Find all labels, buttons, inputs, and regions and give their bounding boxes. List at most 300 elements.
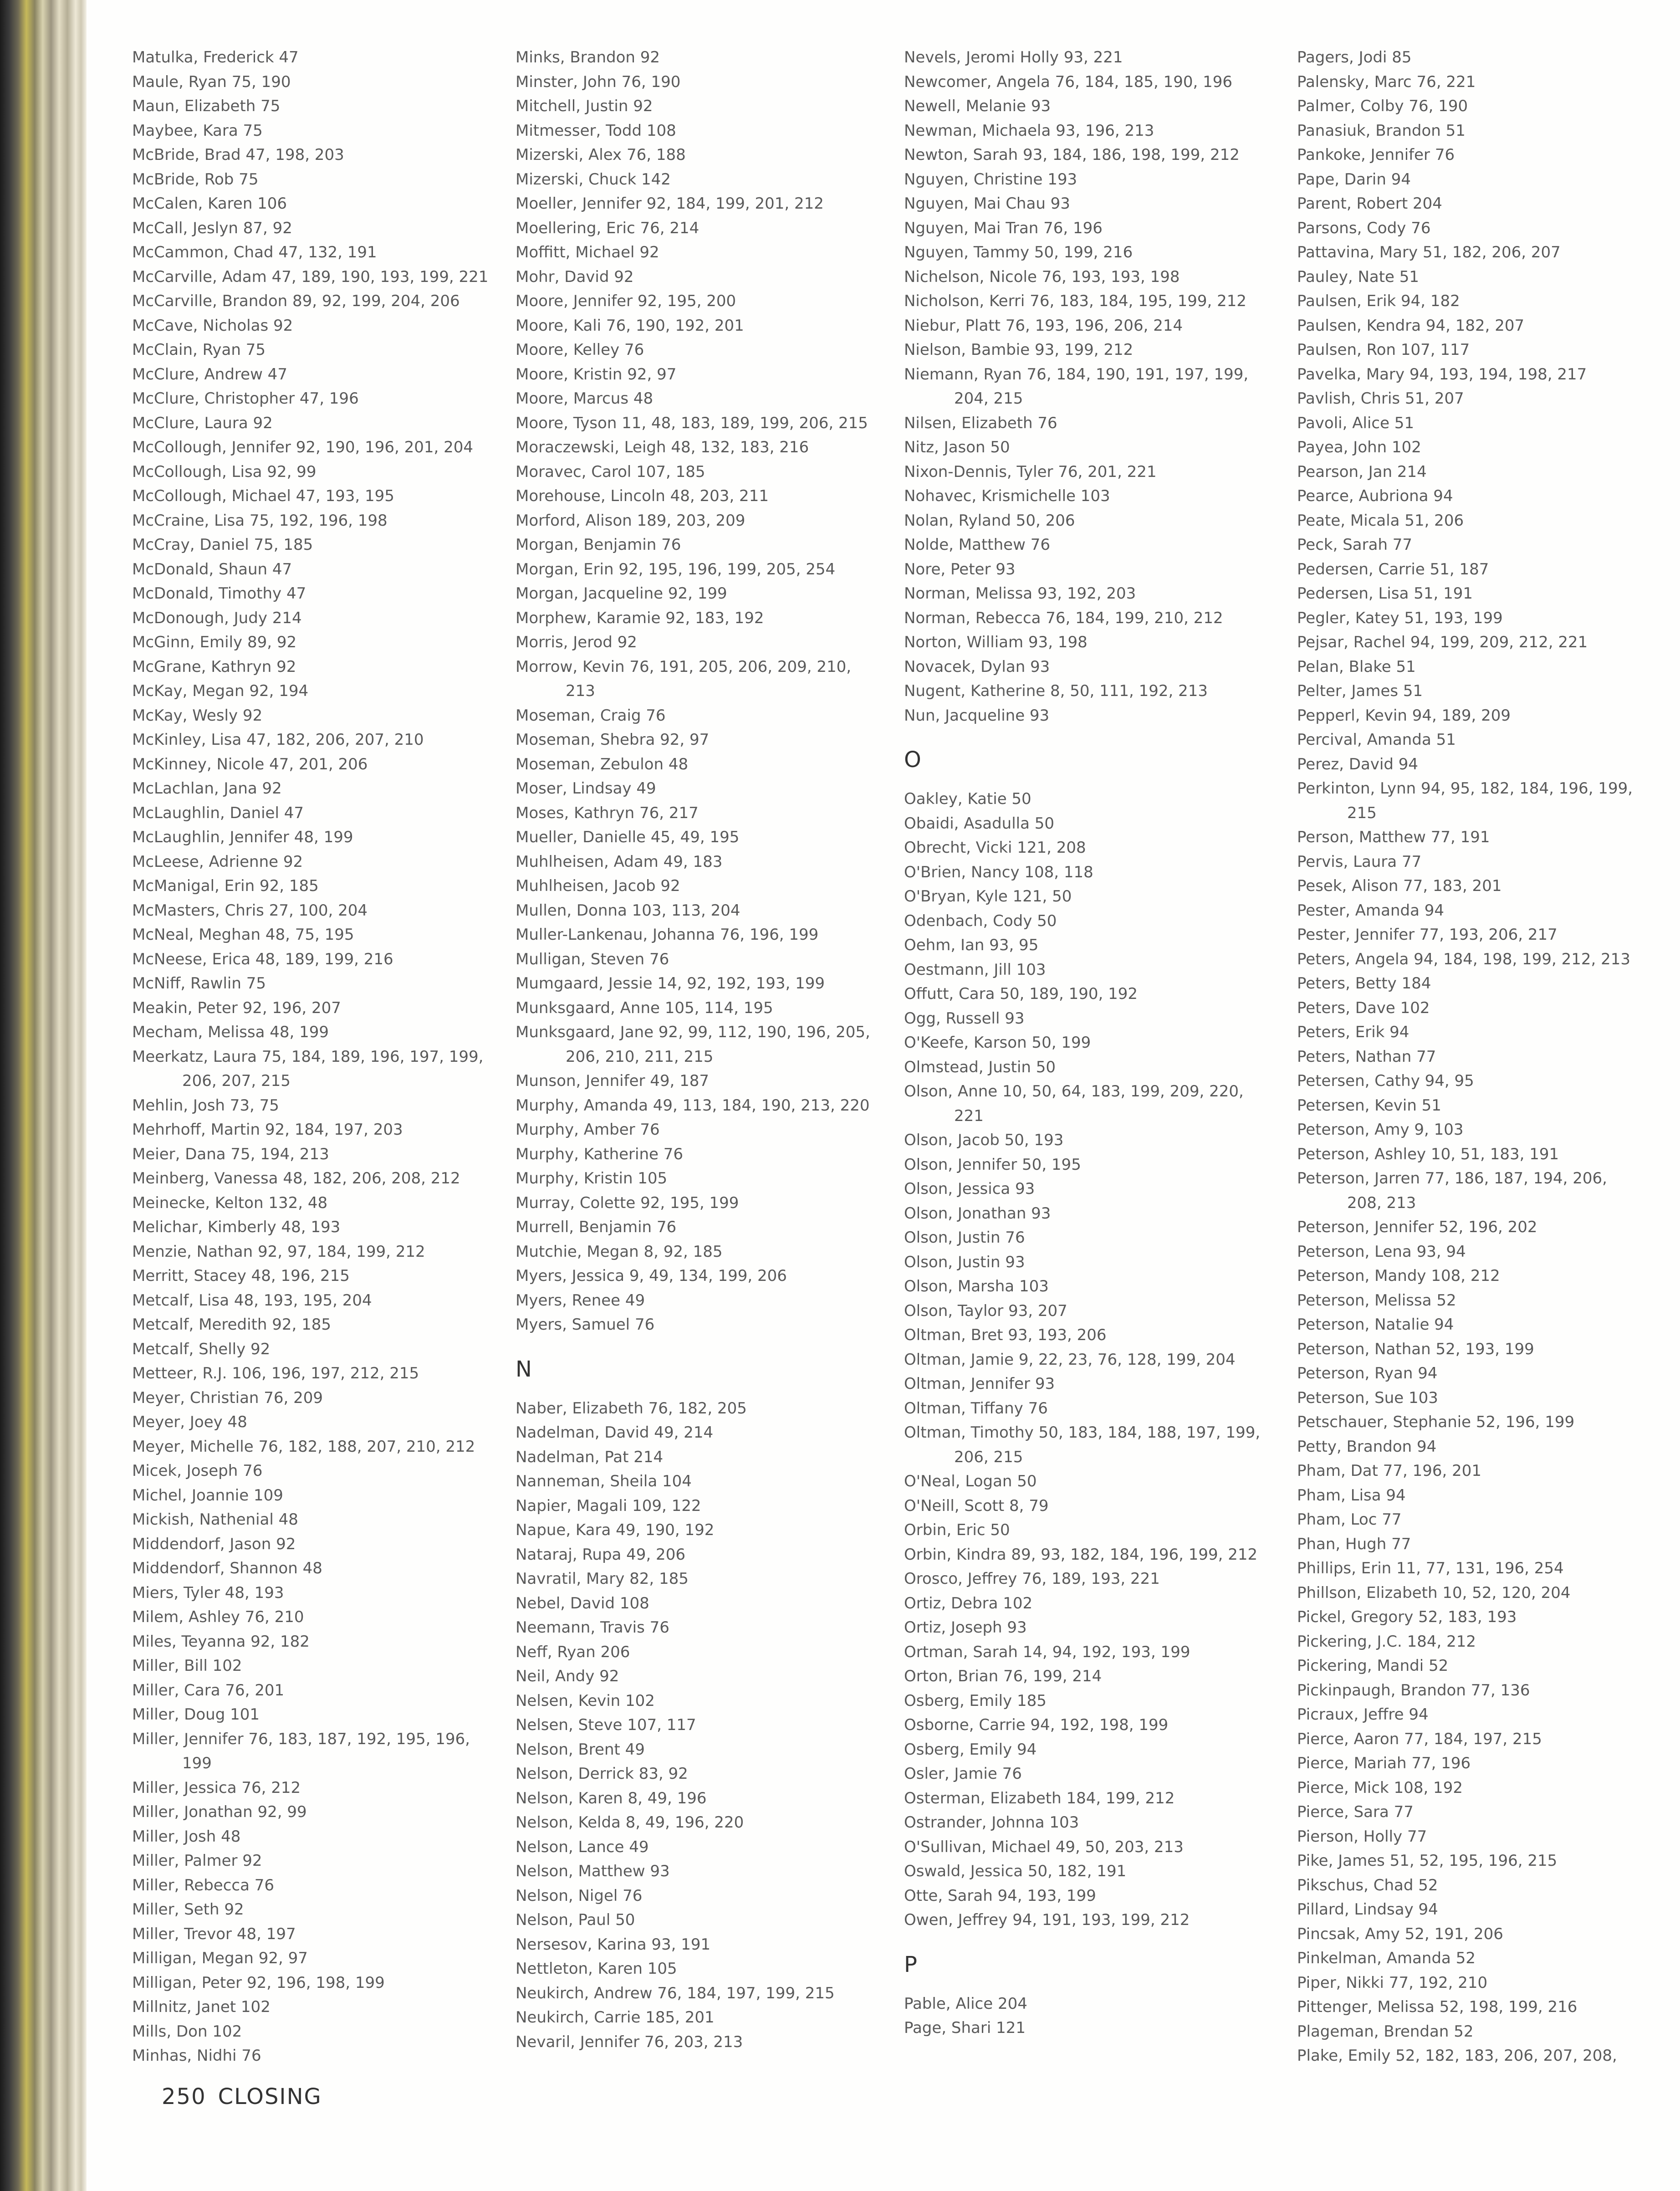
index-entry: Munksgaard, Anne 105, 114, 195 (516, 998, 773, 1017)
index-entry: Micek, Joseph 76 (132, 1462, 263, 1480)
index-entry: Olson, Jessica 93 (904, 1180, 1035, 1198)
index-entry: Pervis, Laura 77 (1297, 852, 1422, 871)
index-entry: Nelsen, Kevin 102 (516, 1691, 655, 1710)
index-entry: Peterson, Sue 103 (1297, 1388, 1438, 1407)
index-entry: Moraczewski, Leigh 48, 132, 183, 216 (516, 438, 809, 456)
index-entry-continuation: 199 (182, 1754, 212, 1772)
index-entry: Nelson, Matthew 93 (516, 1862, 670, 1880)
index-entry: Nelson, Kelda 8, 49, 196, 220 (516, 1813, 744, 1832)
index-entry: McLaughlin, Daniel 47 (132, 804, 304, 822)
index-entry: Pelter, James 51 (1297, 682, 1423, 700)
index-entry: Petersen, Kevin 51 (1297, 1096, 1441, 1115)
index-column-2 (516, 46, 870, 2054)
index-entry: Parent, Robert 204 (1297, 195, 1442, 213)
index-entry: Moore, Kelley 76 (516, 341, 644, 359)
index-entry: Oltman, Bret 93, 193, 206 (904, 1326, 1107, 1344)
index-entry: Miller, Cara 76, 201 (132, 1681, 285, 1700)
index-entry: Mitchell, Justin 92 (516, 97, 653, 115)
index-entry: McLachlan, Jana 92 (132, 779, 282, 798)
index-entry: Munksgaard, Jane 92, 99, 112, 190, 196, 205, (516, 1023, 870, 1041)
index-entry: Minster, John 76, 190 (516, 72, 681, 91)
index-entry: McBride, Rob 75 (132, 170, 259, 189)
index-entry: McLeese, Adrienne 92 (132, 852, 303, 871)
index-entry: Pierce, Mick 108, 192 (1297, 1778, 1463, 1797)
index-entry: Murphy, Amanda 49, 113, 184, 190, 213, 220 (516, 1096, 870, 1115)
index-entry: Neil, Andy 92 (516, 1667, 619, 1685)
index-entry: O'Sullivan, Michael 49, 50, 203, 213 (904, 1838, 1184, 1856)
index-entry: Parsons, Cody 76 (1297, 219, 1431, 237)
index-entry: Mickish, Nathenial 48 (132, 1510, 298, 1529)
index-entry: Miller, Bill 102 (132, 1657, 242, 1675)
index-entry: Panasiuk, Brandon 51 (1297, 121, 1466, 140)
index-entry: McKay, Megan 92, 194 (132, 682, 309, 700)
index-entry: Peterson, Jennifer 52, 196, 202 (1297, 1218, 1537, 1236)
index-entry: Pagers, Jodi 85 (1297, 48, 1412, 67)
index-entry: McCave, Nicholas 92 (132, 316, 293, 335)
index-entry: Michel, Joannie 109 (132, 1486, 283, 1505)
index-entry: Owen, Jeffrey 94, 191, 193, 199, 212 (904, 1911, 1190, 1929)
index-entry: Offutt, Cara 50, 189, 190, 192 (904, 985, 1138, 1003)
index-entry: Nguyen, Mai Chau 93 (904, 195, 1070, 213)
index-entry: Meyer, Michelle 76, 182, 188, 207, 210, 212 (132, 1437, 475, 1456)
index-entry: Phillips, Erin 11, 77, 131, 196, 254 (1297, 1559, 1564, 1577)
index-entry: Nixon-Dennis, Tyler 76, 201, 221 (904, 462, 1157, 481)
index-entry: Nadelman, Pat 214 (516, 1448, 664, 1466)
index-entry: Myers, Renee 49 (516, 1291, 645, 1310)
index-entry: Peterson, Ryan 94 (1297, 1364, 1438, 1382)
index-entry: Nguyen, Tammy 50, 199, 216 (904, 243, 1133, 261)
index-entry: Milligan, Peter 92, 196, 198, 199 (132, 1973, 385, 1992)
index-entry: McNeese, Erica 48, 189, 199, 216 (132, 950, 393, 968)
index-entry: Moore, Marcus 48 (516, 389, 654, 408)
index-entry: Peters, Nathan 77 (1297, 1047, 1436, 1066)
index-entry: Pejsar, Rachel 94, 199, 209, 212, 221 (1297, 633, 1588, 651)
index-entry: Millnitz, Janet 102 (132, 1998, 271, 2016)
index-entry: Oehm, Ian 93, 95 (904, 936, 1039, 954)
index-entry: Muhlheisen, Adam 49, 183 (516, 852, 723, 871)
index-entry: Miller, Josh 48 (132, 1827, 241, 1846)
index-entry: Pavlish, Chris 51, 207 (1297, 389, 1464, 408)
index-entry: Nelson, Derrick 83, 92 (516, 1765, 688, 1783)
index-entry: Moseman, Craig 76 (516, 706, 666, 725)
index-entry: Oestmann, Jill 103 (904, 960, 1046, 979)
index-entry: Nelson, Karen 8, 49, 196 (516, 1789, 707, 1807)
index-entry: Olson, Anne 10, 50, 64, 183, 199, 209, 220, (904, 1082, 1244, 1101)
index-entry: Pepperl, Kevin 94, 189, 209 (1297, 706, 1511, 725)
index-entry: Newman, Michaela 93, 196, 213 (904, 121, 1154, 140)
index-entry: Peters, Betty 184 (1297, 974, 1431, 993)
index-entry: Moore, Kali 76, 190, 192, 201 (516, 316, 744, 335)
index-entry: McManigal, Erin 92, 185 (132, 877, 319, 895)
index-entry: Pierce, Sara 77 (1297, 1803, 1414, 1821)
index-entry: McDonald, Timothy 47 (132, 584, 306, 603)
index-entry: Mulligan, Steven 76 (516, 950, 669, 968)
index-entry-continuation: 206, 215 (954, 1448, 1023, 1466)
index-entry: Moser, Lindsay 49 (516, 779, 656, 798)
index-entry: Miller, Trevor 48, 197 (132, 1925, 296, 1943)
index-entry: Meyer, Christian 76, 209 (132, 1388, 323, 1407)
index-entry: Percival, Amanda 51 (1297, 731, 1456, 749)
index-entry: McKay, Wesly 92 (132, 706, 263, 725)
index-entry: Nelson, Nigel 76 (516, 1886, 643, 1905)
index-entry: Naber, Elizabeth 76, 182, 205 (516, 1399, 747, 1418)
index-entry: McClure, Andrew 47 (132, 365, 287, 384)
index-entry: Ostrander, Johnna 103 (904, 1813, 1079, 1832)
index-entry: Nataraj, Rupa 49, 206 (516, 1545, 685, 1564)
index-entry: Norman, Melissa 93, 192, 203 (904, 584, 1136, 603)
index-entry: Mills, Don 102 (132, 2022, 242, 2041)
index-entry: Piper, Nikki 77, 192, 210 (1297, 1973, 1488, 1992)
index-entry: Mecham, Melissa 48, 199 (132, 1023, 329, 1041)
index-entry: Nanneman, Sheila 104 (516, 1472, 692, 1490)
index-entry: Milligan, Megan 92, 97 (132, 1949, 308, 1967)
index-entry: Miller, Jessica 76, 212 (132, 1778, 301, 1797)
index-entry: Olson, Jonathan 93 (904, 1204, 1051, 1223)
index-entry: Nugent, Katherine 8, 50, 111, 192, 213 (904, 682, 1208, 700)
index-entry: Nilsen, Elizabeth 76 (904, 414, 1057, 432)
index-entry: McNiff, Rawlin 75 (132, 974, 266, 993)
index-entry: Picraux, Jeffre 94 (1297, 1705, 1429, 1724)
index-entry: Moseman, Shebra 92, 97 (516, 731, 710, 749)
index-entry: Pegler, Katey 51, 193, 199 (1297, 609, 1503, 627)
index-entry: Metcalf, Lisa 48, 193, 195, 204 (132, 1291, 372, 1310)
index-entry: Mumgaard, Jessie 14, 92, 192, 193, 199 (516, 974, 825, 993)
index-entry: Peck, Sarah 77 (1297, 536, 1413, 554)
index-entry: O'Neal, Logan 50 (904, 1472, 1037, 1490)
section-title: CLOSING (218, 2084, 322, 2109)
index-entry: Pester, Jennifer 77, 193, 206, 217 (1297, 926, 1557, 944)
index-column-3 (904, 46, 1260, 2041)
index-entry: Morgan, Erin 92, 195, 196, 199, 205, 254 (516, 560, 836, 578)
index-entry: Moses, Kathryn 76, 217 (516, 804, 699, 822)
index-entry: Peterson, Nathan 52, 193, 199 (1297, 1340, 1534, 1358)
index-entry: Pesek, Alison 77, 183, 201 (1297, 877, 1502, 895)
index-entry: Maun, Elizabeth 75 (132, 97, 281, 115)
index-entry: McCall, Jeslyn 87, 92 (132, 219, 292, 237)
index-entry: Otte, Sarah 94, 193, 199 (904, 1886, 1096, 1905)
index-entry: Navratil, Mary 82, 185 (516, 1570, 689, 1588)
index-entry: Metcalf, Meredith 92, 185 (132, 1316, 332, 1334)
index-entry: Peters, Angela 94, 184, 198, 199, 212, 213 (1297, 950, 1630, 968)
index-entry: Olson, Justin 76 (904, 1229, 1025, 1247)
index-entry: McKinley, Lisa 47, 182, 206, 207, 210 (132, 731, 424, 749)
index-entry: Miller, Jennifer 76, 183, 187, 192, 195, 196, (132, 1730, 470, 1748)
index-entry: Moore, Jennifer 92, 195, 200 (516, 292, 736, 310)
index-entry: O'Bryan, Kyle 121, 50 (904, 887, 1072, 906)
index-entry: Neukirch, Carrie 185, 201 (516, 2008, 715, 2027)
index-entry: Novacek, Dylan 93 (904, 657, 1050, 676)
index-entry: Plageman, Brendan 52 (1297, 2022, 1474, 2041)
index-entry: McClain, Ryan 75 (132, 341, 266, 359)
section-letter: N (516, 1356, 532, 1382)
index-entry: Mohr, David 92 (516, 267, 634, 286)
index-entry: Olson, Taylor 93, 207 (904, 1301, 1067, 1320)
index-entry: Mizerski, Alex 76, 188 (516, 146, 686, 164)
index-entry: Mullen, Donna 103, 113, 204 (516, 901, 740, 920)
index-entry: Pike, James 51, 52, 195, 196, 215 (1297, 1852, 1557, 1870)
index-entry: Pearce, Aubriona 94 (1297, 487, 1453, 505)
index-entry: Murphy, Katherine 76 (516, 1145, 684, 1163)
index-entry: Morgan, Benjamin 76 (516, 536, 681, 554)
index-entry: Pinkelman, Amanda 52 (1297, 1949, 1476, 1967)
index-entry: Meinberg, Vanessa 48, 182, 206, 208, 212 (132, 1169, 460, 1188)
index-entry: Oltman, Jennifer 93 (904, 1375, 1055, 1393)
index-entry: Milem, Ashley 76, 210 (132, 1608, 304, 1626)
index-entry: Palensky, Marc 76, 221 (1297, 72, 1476, 91)
index-entry: Neukirch, Andrew 76, 184, 197, 199, 215 (516, 1984, 835, 2002)
index-entry: Peate, Micala 51, 206 (1297, 511, 1464, 530)
index-entry: Orbin, Kindra 89, 93, 182, 184, 196, 199, 212 (904, 1545, 1258, 1564)
index-entry: Osler, Jamie 76 (904, 1765, 1022, 1783)
index-entry: Miller, Seth 92 (132, 1900, 244, 1919)
index-entry: Meinecke, Kelton 132, 48 (132, 1193, 328, 1212)
index-entry: Nicholson, Kerri 76, 183, 184, 195, 199, 212 (904, 292, 1247, 310)
index-entry: Odenbach, Cody 50 (904, 911, 1057, 930)
index-entry: Oakley, Katie 50 (904, 790, 1031, 808)
index-entry: Pickering, Mandi 52 (1297, 1657, 1449, 1675)
index-entry: Orosco, Jeffrey 76, 189, 193, 221 (904, 1570, 1160, 1588)
index-entry-continuation: 206, 207, 215 (182, 1072, 291, 1090)
index-entry: Murrell, Benjamin 76 (516, 1218, 677, 1236)
index-entry: Peterson, Natalie 94 (1297, 1316, 1454, 1334)
index-entry: Minhas, Nidhi 76 (132, 2047, 261, 2065)
index-entry: McCollough, Jennifer 92, 190, 196, 201, 204 (132, 438, 474, 456)
index-entry: O'Brien, Nancy 108, 118 (904, 863, 1093, 881)
index-entry: Meyer, Joey 48 (132, 1413, 247, 1431)
index-entry: McCollough, Lisa 92, 99 (132, 462, 317, 481)
index-entry: Olson, Jennifer 50, 195 (904, 1155, 1081, 1174)
index-entry: McLaughlin, Jennifer 48, 199 (132, 828, 353, 846)
index-entry: Neff, Ryan 206 (516, 1643, 630, 1661)
index-entry: Oltman, Timothy 50, 183, 184, 188, 197, 199, (904, 1423, 1261, 1442)
index-entry: Peterson, Ashley 10, 51, 183, 191 (1297, 1145, 1559, 1163)
index-entry: Pierce, Aaron 77, 184, 197, 215 (1297, 1730, 1542, 1748)
index-entry: Pittenger, Melissa 52, 198, 199, 216 (1297, 1998, 1578, 2016)
index-entry: Pikschus, Chad 52 (1297, 1876, 1438, 1894)
index-entry: Peters, Dave 102 (1297, 998, 1430, 1017)
index-entry: Oltman, Tiffany 76 (904, 1399, 1048, 1418)
index-entry: Pickinpaugh, Brandon 77, 136 (1297, 1681, 1530, 1700)
index-entry: Nore, Peter 93 (904, 560, 1016, 578)
index-entry: Pham, Lisa 94 (1297, 1486, 1406, 1505)
index-entry: McCraine, Lisa 75, 192, 196, 198 (132, 511, 388, 530)
index-entry: McNeal, Meghan 48, 75, 195 (132, 926, 354, 944)
index-entry: Mueller, Danielle 45, 49, 195 (516, 828, 740, 846)
index-entry: Obaidi, Asadulla 50 (904, 814, 1055, 833)
index-entry: Miller, Rebecca 76 (132, 1876, 274, 1894)
book-binding-edge (0, 0, 87, 2191)
index-entry: Myers, Jessica 9, 49, 134, 199, 206 (516, 1267, 787, 1285)
index-entry: Pauley, Nate 51 (1297, 267, 1420, 286)
index-entry: Miller, Jonathan 92, 99 (132, 1803, 307, 1821)
index-entry: Oswald, Jessica 50, 182, 191 (904, 1862, 1127, 1880)
index-entry: Newton, Sarah 93, 184, 186, 198, 199, 212 (904, 146, 1240, 164)
index-entry: Pape, Darin 94 (1297, 170, 1411, 189)
index-entry: Olson, Marsha 103 (904, 1277, 1049, 1295)
index-entry: Newell, Melanie 93 (904, 97, 1051, 115)
index-entry: Napier, Magali 109, 122 (516, 1496, 701, 1515)
index-entry: Pillard, Lindsay 94 (1297, 1900, 1438, 1919)
index-entry: Moffitt, Michael 92 (516, 243, 659, 261)
index-entry: Napue, Kara 49, 190, 192 (516, 1521, 715, 1539)
index-entry: Middendorf, Jason 92 (132, 1535, 296, 1553)
index-entry: Muhlheisen, Jacob 92 (516, 877, 680, 895)
index-entry: Nelson, Brent 49 (516, 1740, 645, 1759)
index-entry: Petty, Brandon 94 (1297, 1437, 1437, 1456)
index-entry: Ogg, Russell 93 (904, 1009, 1025, 1028)
index-entry: McGinn, Emily 89, 92 (132, 633, 297, 651)
index-entry: Morehouse, Lincoln 48, 203, 211 (516, 487, 769, 505)
index-entry: Moeller, Jennifer 92, 184, 199, 201, 212 (516, 195, 824, 213)
index-entry-continuation: 208, 213 (1347, 1193, 1416, 1212)
index-entry: Mitmesser, Todd 108 (516, 121, 676, 140)
index-entry: Pickering, J.C. 184, 212 (1297, 1632, 1476, 1651)
index-entry: Phan, Hugh 77 (1297, 1535, 1411, 1553)
index-entry: Myers, Samuel 76 (516, 1316, 655, 1334)
index-entry: Page, Shari 121 (904, 2019, 1026, 2037)
index-entry: Miller, Palmer 92 (132, 1852, 262, 1870)
index-entry: Menzie, Nathan 92, 97, 184, 199, 212 (132, 1242, 425, 1261)
index-entry: Moellering, Eric 76, 214 (516, 219, 700, 237)
index-entry: Petersen, Cathy 94, 95 (1297, 1072, 1474, 1090)
index-entry: Mehrhoff, Martin 92, 184, 197, 203 (132, 1121, 403, 1139)
index-entry: Plake, Emily 52, 182, 183, 206, 207, 208, (1297, 2047, 1617, 2065)
index-entry: Pavelka, Mary 94, 193, 194, 198, 217 (1297, 365, 1587, 384)
index-entry: Moravec, Carol 107, 185 (516, 462, 705, 481)
index-entry: Morrow, Kevin 76, 191, 205, 206, 209, 210, (516, 657, 852, 676)
index-entry: McCammon, Chad 47, 132, 191 (132, 243, 377, 261)
index-entry: Mehlin, Josh 73, 75 (132, 1096, 279, 1115)
index-entry: Nelson, Lance 49 (516, 1838, 649, 1856)
index-entry: Pham, Dat 77, 196, 201 (1297, 1462, 1482, 1480)
index-entry: Nebel, David 108 (516, 1594, 649, 1613)
index-entry: McClure, Christopher 47, 196 (132, 389, 359, 408)
index-entry: Osberg, Emily 94 (904, 1740, 1037, 1759)
index-entry: Nguyen, Christine 193 (904, 170, 1077, 189)
index-entry: Norman, Rebecca 76, 184, 199, 210, 212 (904, 609, 1223, 627)
index-entry: Nichelson, Nicole 76, 193, 193, 198 (904, 267, 1180, 286)
index-entry: Peters, Erik 94 (1297, 1023, 1409, 1041)
index-entry: Pearson, Jan 214 (1297, 462, 1427, 481)
index-entry: Pankoke, Jennifer 76 (1297, 146, 1455, 164)
page-footer (162, 2084, 334, 2109)
index-entry: Moseman, Zebulon 48 (516, 755, 689, 773)
index-entry: Olson, Jacob 50, 193 (904, 1131, 1064, 1149)
index-column-4 (1297, 46, 1633, 2068)
index-entry: Petschauer, Stephanie 52, 196, 199 (1297, 1413, 1575, 1431)
index-entry: Morris, Jerod 92 (516, 633, 637, 651)
index-entry: Peterson, Mandy 108, 212 (1297, 1267, 1500, 1285)
index-entry: Mutchie, Megan 8, 92, 185 (516, 1242, 723, 1261)
index-entry-continuation: 215 (1347, 804, 1377, 822)
index-entry: Moore, Kristin 92, 97 (516, 365, 677, 384)
index-entry: Olson, Justin 93 (904, 1253, 1025, 1271)
index-entry: Metcalf, Shelly 92 (132, 1340, 271, 1358)
index-entry: Orbin, Eric 50 (904, 1521, 1010, 1539)
index-entry: Nolan, Ryland 50, 206 (904, 511, 1075, 530)
index-entry: McGrane, Kathryn 92 (132, 657, 296, 676)
index-entry: McBride, Brad 47, 198, 203 (132, 146, 344, 164)
index-entry: Ortman, Sarah 14, 94, 192, 193, 199 (904, 1643, 1190, 1661)
index-entry: Osborne, Carrie 94, 192, 198, 199 (904, 1716, 1169, 1734)
index-entry: Meakin, Peter 92, 196, 207 (132, 998, 341, 1017)
index-entry: Nguyen, Mai Tran 76, 196 (904, 219, 1103, 237)
index-entry: Newcomer, Angela 76, 184, 185, 190, 196 (904, 72, 1232, 91)
index-entry: Nun, Jacqueline 93 (904, 706, 1050, 725)
index-entry: McMasters, Chris 27, 100, 204 (132, 901, 368, 920)
index-entry: Muller-Lankenau, Johanna 76, 196, 199 (516, 926, 819, 944)
index-entry: Pelan, Blake 51 (1297, 657, 1416, 676)
index-entry-continuation: 213 (566, 682, 595, 700)
index-entry: Phillson, Elizabeth 10, 52, 120, 204 (1297, 1583, 1571, 1602)
index-entry: Nolde, Matthew 76 (904, 536, 1050, 554)
index-entry-continuation: 221 (954, 1106, 984, 1125)
index-entry: Niemann, Ryan 76, 184, 190, 191, 197, 199, (904, 365, 1249, 384)
index-entry: Pham, Loc 77 (1297, 1510, 1402, 1529)
index-entry: Nettleton, Karen 105 (516, 1960, 677, 1978)
index-entry: Peterson, Jarren 77, 186, 187, 194, 206, (1297, 1169, 1607, 1188)
index-entry: Pedersen, Carrie 51, 187 (1297, 560, 1489, 578)
index-entry: Maule, Ryan 75, 190 (132, 72, 291, 91)
index-entry: Pattavina, Mary 51, 182, 206, 207 (1297, 243, 1561, 261)
index-entry: Pable, Alice 204 (904, 1994, 1027, 2013)
index-entry: Pedersen, Lisa 51, 191 (1297, 584, 1473, 603)
index-entry: McClure, Laura 92 (132, 414, 273, 432)
index-entry: Matulka, Frederick 47 (132, 48, 299, 67)
index-entry: Morgan, Jacqueline 92, 199 (516, 584, 727, 603)
index-entry: Nevels, Jeromi Holly 93, 221 (904, 48, 1123, 67)
index-entry: McCollough, Michael 47, 193, 195 (132, 487, 394, 505)
index-entry: Peterson, Melissa 52 (1297, 1291, 1456, 1310)
index-entry: Person, Matthew 77, 191 (1297, 828, 1490, 846)
index-entry: Obrecht, Vicki 121, 208 (904, 839, 1086, 857)
index-entry: Nelson, Paul 50 (516, 1911, 635, 1929)
index-entry: Oltman, Jamie 9, 22, 23, 76, 128, 199, 204 (904, 1350, 1236, 1369)
index-entry: Meier, Dana 75, 194, 213 (132, 1145, 329, 1163)
index-entry: O'Neill, Scott 8, 79 (904, 1496, 1049, 1515)
index-entry: McCalen, Karen 106 (132, 195, 287, 213)
index-entry: Norton, William 93, 198 (904, 633, 1088, 651)
index-entry: McCray, Daniel 75, 185 (132, 536, 313, 554)
index-entry: Pierce, Mariah 77, 196 (1297, 1754, 1471, 1772)
index-entry: Paulsen, Erik 94, 182 (1297, 292, 1460, 310)
index-entry: Pierson, Holly 77 (1297, 1827, 1427, 1846)
index-entry: Miers, Tyler 48, 193 (132, 1583, 284, 1602)
index-entry: Mizerski, Chuck 142 (516, 170, 671, 189)
index-entry: Merritt, Stacey 48, 196, 215 (132, 1267, 350, 1285)
page-number: 250 (162, 2084, 206, 2109)
index-entry: Murray, Colette 92, 195, 199 (516, 1193, 739, 1212)
index-entry: Minks, Brandon 92 (516, 48, 660, 67)
index-entry: McKinney, Nicole 47, 201, 206 (132, 755, 368, 773)
index-entry: Ortiz, Debra 102 (904, 1594, 1033, 1613)
index-entry: Nevaril, Jennifer 76, 203, 213 (516, 2032, 743, 2051)
index-entry: Moore, Tyson 11, 48, 183, 189, 199, 206, 215 (516, 414, 868, 432)
index-entry: Olmstead, Justin 50 (904, 1058, 1056, 1076)
index-entry: Morford, Alison 189, 203, 209 (516, 511, 746, 530)
index-entry: Pavoli, Alice 51 (1297, 414, 1414, 432)
index-entry: Murphy, Amber 76 (516, 1121, 660, 1139)
index-entry: McDonald, Shaun 47 (132, 560, 292, 578)
index-entry: Perkinton, Lynn 94, 95, 182, 184, 196, 199, (1297, 779, 1633, 798)
index-entry: Niebur, Platt 76, 193, 196, 206, 214 (904, 316, 1183, 335)
index-column-1 (132, 46, 488, 2068)
index-entry: McCarville, Adam 47, 189, 190, 193, 199, 221 (132, 267, 489, 286)
index-entry: Nadelman, David 49, 214 (516, 1423, 714, 1442)
index-entry: Peterson, Amy 9, 103 (1297, 1121, 1464, 1139)
index-entry: Miles, Teyanna 92, 182 (132, 1632, 310, 1651)
index-entry: McDonough, Judy 214 (132, 609, 302, 627)
